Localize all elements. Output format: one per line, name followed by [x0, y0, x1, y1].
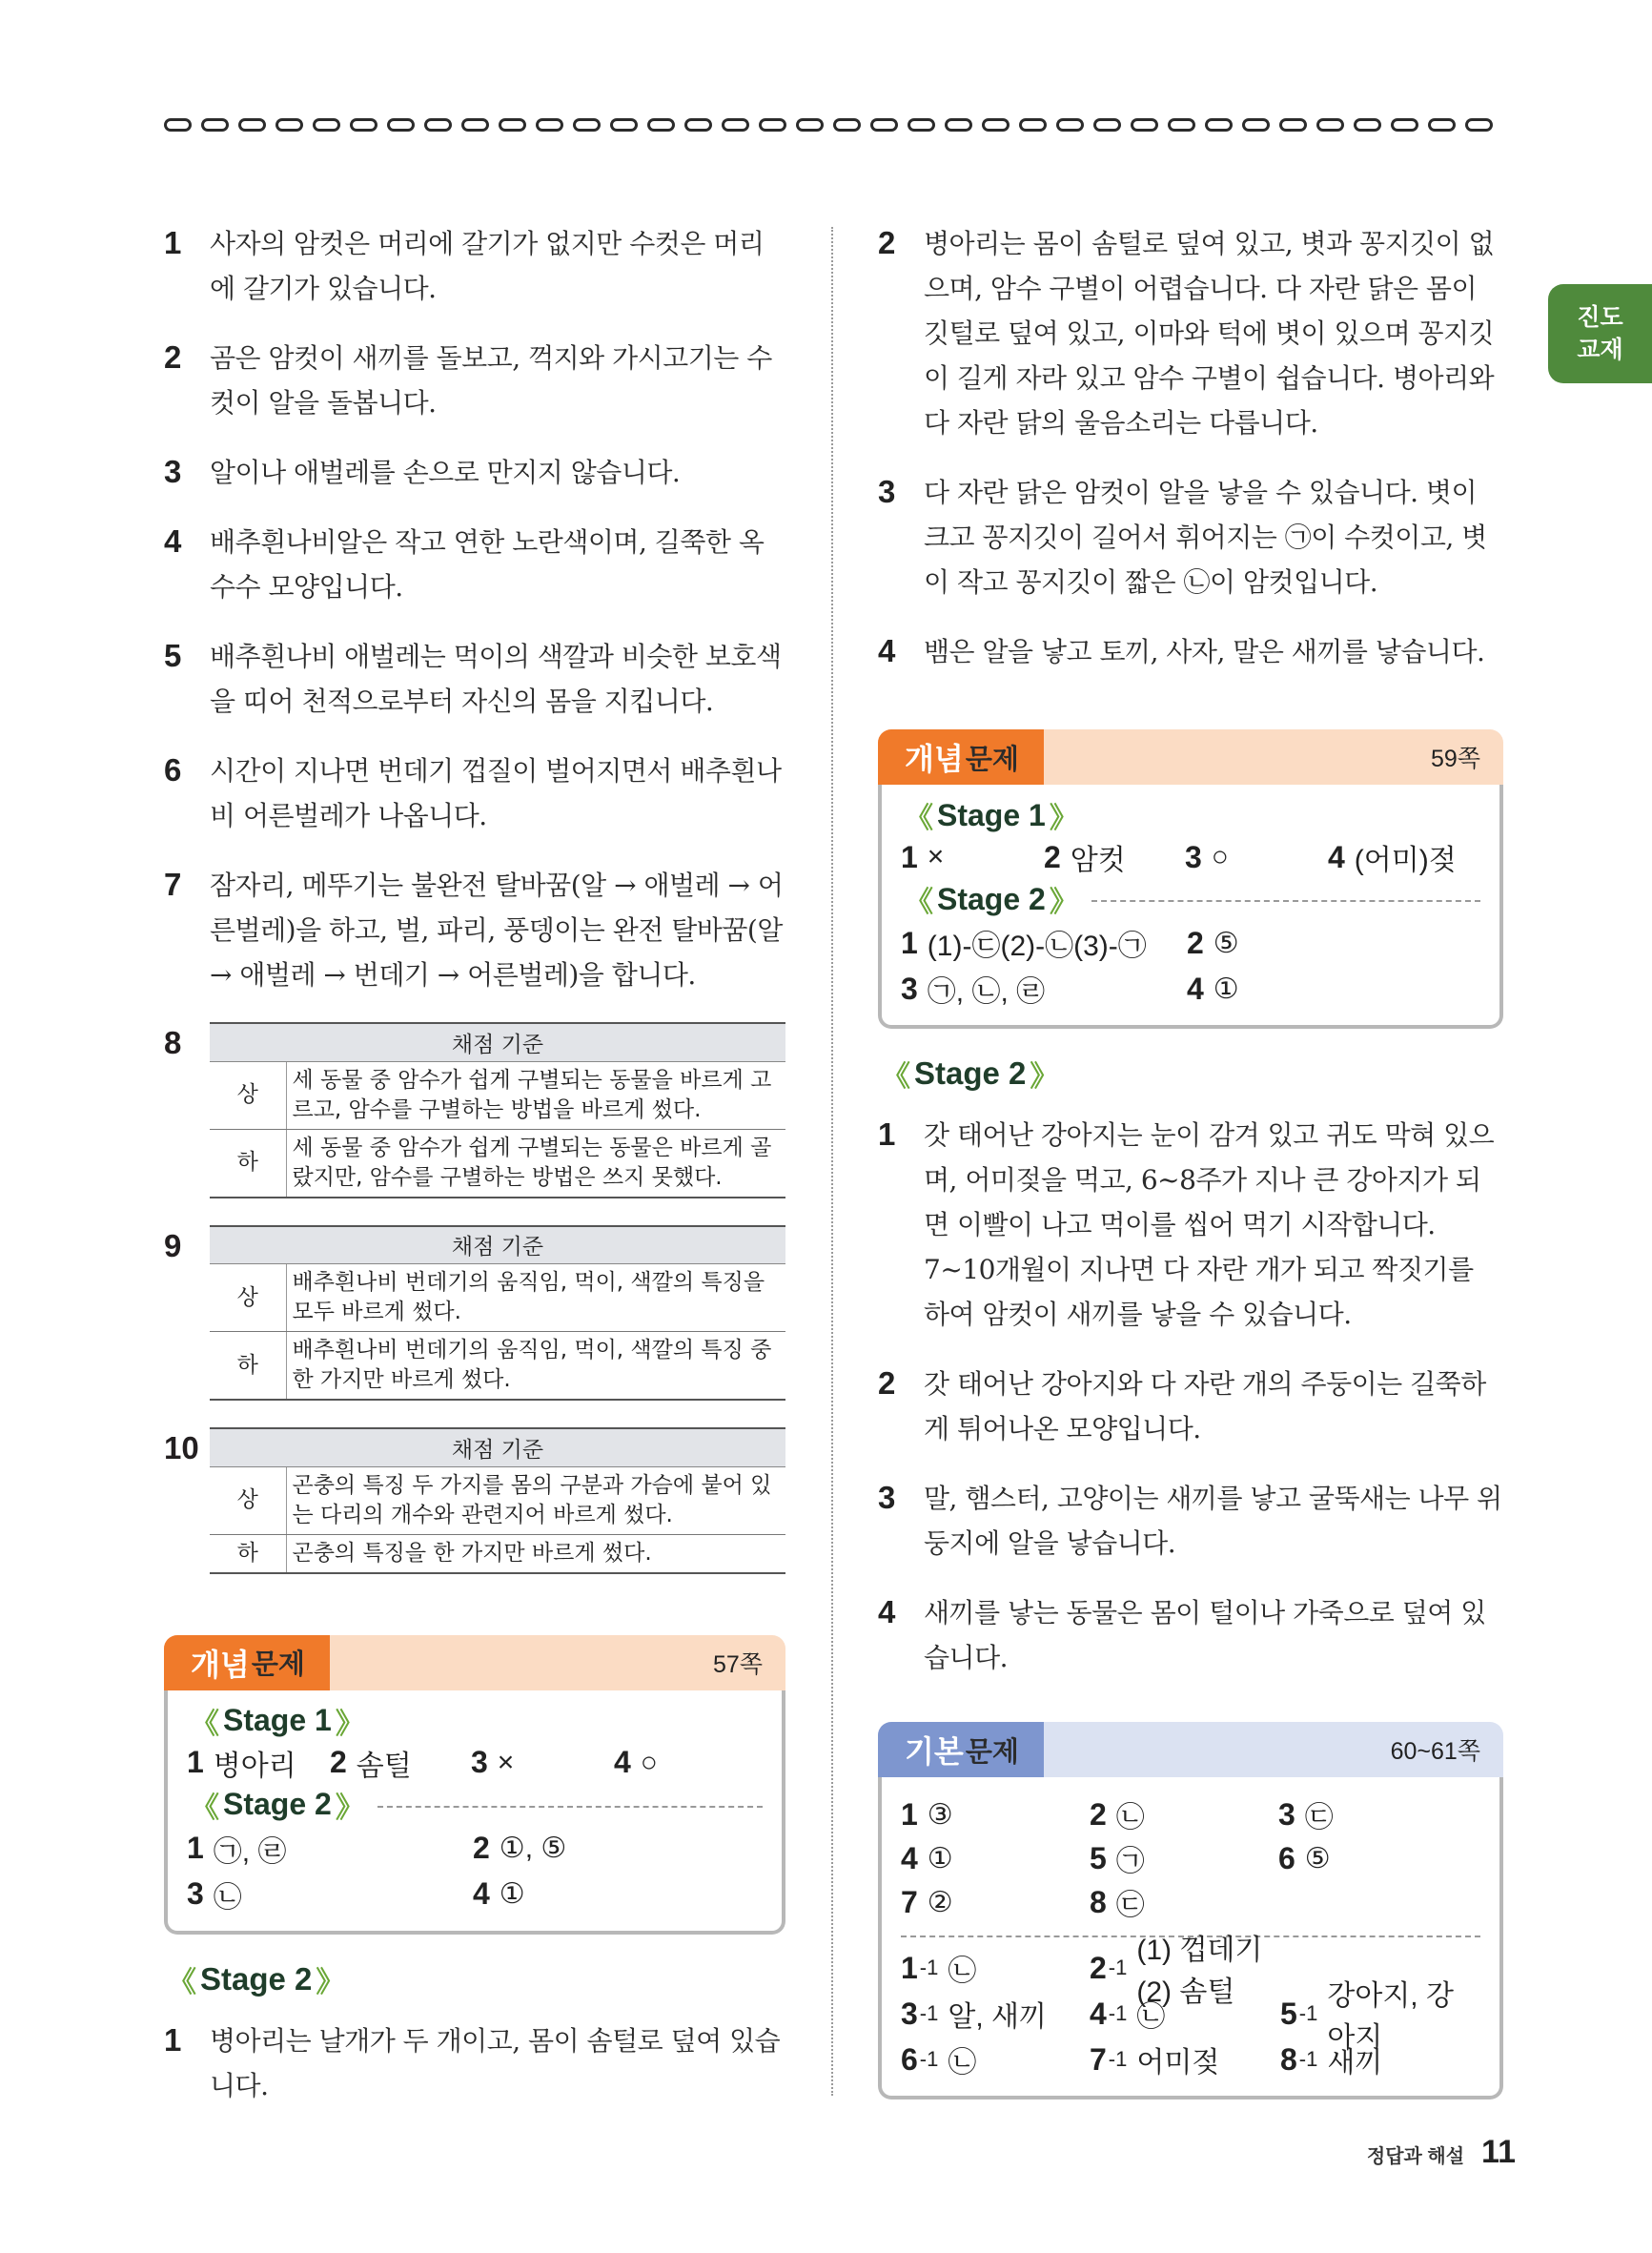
answer-cell: [1090, 1881, 1278, 1923]
dash-segment: [164, 118, 192, 132]
answer-cell-sub: -1: [1298, 2001, 1318, 2025]
answer-cell-value: ①, ⑤: [499, 1833, 567, 1864]
stage1-title: Stage 1: [937, 797, 1046, 832]
dash-segment: [945, 118, 972, 132]
page-ref: 60~61쪽: [1390, 1738, 1480, 1765]
stage2-title: Stage 2: [937, 881, 1046, 916]
dash-segment: [536, 118, 563, 132]
answer-cell-value: 알, 새끼: [948, 2001, 1047, 2033]
concept-box-body: [164, 1690, 785, 1935]
answer-item: [878, 1476, 1503, 1566]
answer-row: [901, 966, 1480, 1012]
dash-segment: [1168, 118, 1195, 132]
criteria-text: 세 동물 중 암수가 쉽게 구별되는 동물을 바르게 고르고, 암수를 구별하는 방법을 바르게 썼다.: [286, 1061, 785, 1129]
answer-row: [901, 2037, 1480, 2082]
answer-cell-number: 5: [1280, 1996, 1297, 2031]
answer-cell-value: ㉠, ㉣: [213, 1835, 287, 1868]
answer-cell-sub: -1: [1108, 2047, 1128, 2071]
dash-segment: [1242, 118, 1270, 132]
chevron-right-icon: 》: [335, 1792, 364, 1824]
stage2-answer-list: [878, 1113, 1503, 1680]
answer-cell-number: 6: [901, 2041, 918, 2077]
dash-segment: [759, 118, 786, 132]
stage2-answers: [187, 1826, 763, 1917]
answer-cell: [901, 1993, 1090, 2035]
answer-number: 4: [878, 1594, 896, 1629]
criteria-level: 하: [210, 1332, 286, 1401]
answer-number: 6: [164, 752, 182, 788]
dash-segment: [833, 118, 861, 132]
side-tab-line2: 교재: [1577, 336, 1623, 363]
chevron-right-icon: 》: [335, 1708, 364, 1740]
answer-item: [878, 470, 1503, 604]
column-divider: [831, 227, 833, 2096]
answer-cell-value: (1) 껍데기 (2) 솜털: [1136, 1935, 1263, 2008]
right-stage2-section: [878, 1050, 1503, 1680]
criteria-level: 하: [210, 1534, 286, 1573]
answer-cell-value: ㉡: [1136, 2001, 1166, 2033]
answer-cell: [187, 1874, 473, 1915]
answer-cell: [1278, 1841, 1467, 1876]
basic-box-body: [878, 1777, 1503, 2099]
criteria-header-row: [210, 1428, 785, 1466]
answer-cell-value: ㉡: [948, 1956, 977, 1987]
dash-segment: [1465, 118, 1493, 132]
basic-box-60-61: [878, 1722, 1503, 2099]
stage1-answers: [187, 1742, 763, 1784]
stage1-heading: [187, 1700, 763, 1742]
answer-cell: [1090, 1793, 1278, 1835]
criteria-row: [210, 1129, 785, 1198]
answer-cell-value: ○: [1211, 841, 1229, 872]
stage1-answers: [901, 836, 1480, 878]
answer-cell-value: ⑤: [1213, 927, 1239, 959]
answer-row: [187, 1872, 763, 1917]
answer-cell-number: 8: [1280, 2041, 1297, 2077]
concept-box-59: [878, 729, 1503, 1029]
stage2-answer-list: [164, 2018, 785, 2108]
answer-number: 2: [164, 339, 182, 375]
answer-text: 사자의 암컷은 머리에 갈기가 없지만 수컷은 머리에 갈기가 있습니다.: [210, 228, 765, 304]
answer-cell-number: 1: [187, 1831, 204, 1865]
criteria-row: [210, 1061, 785, 1129]
right-column: [878, 221, 1503, 2099]
answer-row: [901, 1980, 1480, 2054]
page-footer: [1367, 2134, 1516, 2171]
answer-cell-number: 4: [1090, 1996, 1107, 2031]
answer-cell-value: 암컷: [1070, 845, 1126, 876]
answer-cell: [901, 1797, 1090, 1833]
chevron-right-icon: 》: [1049, 803, 1078, 834]
dash-segment: [1391, 118, 1418, 132]
chevron-right-icon: 》: [1030, 1061, 1059, 1093]
dash-segment: [722, 118, 749, 132]
basic-box-tab: [878, 1722, 1503, 1777]
dash-segment: [982, 118, 1010, 132]
answer-number: 4: [878, 633, 896, 668]
dashed-line: [377, 1806, 763, 1808]
answer-cell: [901, 1947, 1090, 1989]
answer-cell-number: 6: [1278, 1840, 1295, 1875]
dash-segment: [796, 118, 824, 132]
answer-item: [164, 221, 785, 311]
answer-item: [878, 1113, 1503, 1337]
answer-cell-sub: -1: [1108, 1956, 1128, 1979]
criteria-text: 곤충의 특징 두 가지를 몸의 구분과 가슴에 붙어 있는 다리의 개수와 관련지어 바르게 썼다.: [286, 1466, 785, 1534]
answer-item: [164, 520, 785, 609]
criteria-header: 채점 기준: [210, 1023, 785, 1061]
stage2-section-heading: [164, 1956, 785, 2003]
answer-row: [901, 1792, 1480, 1836]
criteria-row: [210, 1332, 785, 1401]
answer-cell: [473, 1831, 740, 1866]
answer-cell-number: 4: [614, 1745, 631, 1779]
answer-cell: [901, 922, 1187, 964]
criteria-block: [164, 1427, 785, 1574]
stage2-section-title: Stage 2: [914, 1055, 1027, 1091]
dash-segment: [275, 118, 303, 132]
answer-cell-value: (1)-㉢(2)-㉡(3)-㉠: [927, 931, 1147, 962]
criteria-number: 8: [164, 1025, 182, 1060]
answer-cell: [1090, 2038, 1280, 2080]
answer-cell: [1090, 1837, 1278, 1879]
dashed-line: [1091, 900, 1480, 902]
chevron-right-icon: 》: [316, 1966, 345, 1998]
answer-cell-value: ×: [927, 841, 945, 872]
criteria-level: 상: [210, 1061, 286, 1129]
dash-segment: [387, 118, 415, 132]
page-ref: 59쪽: [1431, 746, 1480, 772]
criteria-row: [210, 1466, 785, 1534]
answer-cell: [1090, 1993, 1280, 2035]
left-answer-list: [164, 221, 785, 997]
answer-number: 7: [164, 867, 182, 902]
dash-segment: [499, 118, 526, 132]
answer-cell-value: 병아리: [213, 1750, 296, 1782]
criteria-header: 채점 기준: [210, 1226, 785, 1264]
top-dash-border: [164, 118, 1504, 133]
answer-cell-number: 3: [901, 1996, 918, 2031]
dash-segment: [870, 118, 898, 132]
criteria-table: [210, 1427, 785, 1574]
dash-segment: [1205, 118, 1233, 132]
criteria-header-row: [210, 1023, 785, 1061]
answer-cell-number: 1: [901, 839, 918, 874]
chevron-left-icon: 《: [191, 1792, 219, 1824]
answer-row: [901, 920, 1480, 966]
dash-segment: [1279, 118, 1307, 132]
answer-cell: [1187, 926, 1454, 961]
answer-cell: [187, 1742, 330, 1784]
stage2-section-title: Stage 2: [200, 1960, 313, 1997]
scoring-criteria-list: [164, 1022, 785, 1574]
left-column: [164, 221, 785, 2133]
label-small: 문제: [965, 1736, 1019, 1768]
right-answer-list: [878, 221, 1503, 674]
answer-text: 잠자리, 메뚜기는 불완전 탈바꿈(알 → 애벌레 → 어른벌레)을 하고, 벌, 파리, 풍뎅이는 완전 탈바꿈(알 → 애벌레 → 번데기 → 어른벌레)을 합니다.: [210, 870, 784, 991]
answer-cell-value: 강아지, 강아지: [1327, 1980, 1454, 2054]
chevron-right-icon: 》: [1049, 887, 1078, 918]
answer-cell-number: 2: [473, 1831, 490, 1865]
answer-cell-value: (어미)젖: [1354, 845, 1457, 876]
concept-box-tab: [164, 1635, 785, 1690]
answer-item: [164, 450, 785, 495]
criteria-text: 곤충의 특징을 한 가지만 바르게 썼다.: [286, 1534, 785, 1573]
answer-number: 5: [164, 638, 182, 673]
basic-label: [878, 1722, 1044, 1777]
dash-segment: [350, 118, 377, 132]
answer-cell-value: ㉢: [1115, 1890, 1145, 1921]
stage1-title: Stage 1: [223, 1703, 332, 1737]
label-small: 문제: [965, 744, 1019, 775]
answer-cell-value: 새끼: [1327, 2047, 1383, 2079]
answer-cell-number: 2: [330, 1745, 347, 1779]
answer-text: 새끼를 낳는 동물은 몸이 털이나 가죽으로 덮여 있습니다.: [924, 1597, 1486, 1673]
answer-row: [187, 1826, 763, 1872]
answer-text: 말, 햄스터, 고양이는 새끼를 낳고 굴뚝새는 나무 위 둥지에 알을 낳습니다.: [924, 1483, 1502, 1559]
answer-cell-number: 7: [1090, 2041, 1107, 2077]
concept-box-body: [878, 785, 1503, 1029]
answer-number: 3: [878, 474, 896, 509]
dash-segment: [1131, 118, 1158, 132]
dash-segment: [684, 118, 712, 132]
stage2-heading: [901, 878, 1480, 920]
answer-cell: [473, 1876, 740, 1912]
criteria-header-row: [210, 1226, 785, 1264]
answer-cell-number: 2: [1187, 925, 1204, 960]
answer-cell-value: ㉠: [1115, 1846, 1145, 1877]
criteria-number: 10: [164, 1430, 199, 1465]
answer-item: [164, 2018, 785, 2108]
criteria-number: 9: [164, 1227, 182, 1263]
answer-cell: [1185, 840, 1328, 875]
answer-cell-number: 4: [473, 1876, 490, 1911]
answer-text: 배추흰나비 애벌레는 먹이의 색깔과 비슷한 보호색을 띠어 천적으로부터 자신의 몸을 지킵니다.: [210, 641, 782, 717]
answer-cell: [1044, 836, 1185, 878]
criteria-row: [210, 1264, 785, 1332]
answer-cell-number: 3: [187, 1876, 204, 1911]
answer-cell: [1280, 2038, 1480, 2080]
answer-cell-number: 4: [901, 1840, 918, 1875]
answer-cell-value: ㉡: [213, 1881, 242, 1914]
answer-cell-value: ㉢: [1304, 1802, 1334, 1833]
criteria-level: 상: [210, 1264, 286, 1332]
dash-segment: [1093, 118, 1121, 132]
answer-cell-number: 3: [1278, 1796, 1295, 1832]
stage1-heading: [901, 794, 1480, 836]
label-small: 문제: [251, 1649, 305, 1680]
answer-cell-sub: -1: [919, 1956, 939, 1979]
dash-segment: [238, 118, 266, 132]
stage2-answers: [901, 920, 1480, 1012]
answer-cell: [901, 1885, 1090, 1920]
dash-segment: [573, 118, 601, 132]
dash-segment: [610, 118, 638, 132]
answer-cell-value: ⑤: [1304, 1842, 1331, 1874]
answer-cell-number: 1: [901, 1796, 918, 1832]
answer-text: 다 자란 닭은 암컷이 알을 낳을 수 있습니다. 볏이 크고 꽁지깃이 길어서 휘어지는 ㉠이 수컷이고, 볏이 작고 꽁지깃이 짧은 ㉡이 암컷입니다.: [924, 477, 1487, 598]
answer-cell-number: 3: [901, 971, 918, 1006]
answer-cell-sub: -1: [1108, 2001, 1128, 2025]
answer-cell-value: ①: [927, 1842, 953, 1874]
dash-segment: [424, 118, 452, 132]
dash-segment: [201, 118, 229, 132]
answer-cell-number: 2: [1090, 1796, 1107, 1832]
answer-item: [878, 1590, 1503, 1680]
answer-cell-number: 4: [1187, 971, 1204, 1006]
criteria-text: 배추흰나비 번데기의 움직임, 먹이, 색깔의 특징을 모두 바르게 썼다.: [286, 1264, 785, 1332]
answer-cell: [330, 1742, 471, 1784]
basic-sub-answers: [901, 1935, 1480, 2082]
answer-cell: [901, 1841, 1090, 1876]
label-big: 개념: [905, 741, 964, 777]
answer-number: 1: [164, 2021, 182, 2058]
answer-number: 3: [164, 454, 182, 489]
answer-cell-value: ○: [640, 1746, 658, 1778]
criteria-table: [210, 1022, 785, 1198]
answer-text: 뱀은 알을 낳고 토끼, 사자, 말은 새끼를 낳습니다.: [924, 636, 1485, 667]
answer-cell-value: 어미젖: [1136, 2047, 1220, 2079]
concept-label: [878, 729, 1044, 785]
answer-cell: [1187, 972, 1454, 1007]
dash-segment: [461, 118, 489, 132]
label-big: 개념: [191, 1646, 250, 1683]
dash-segment: [1316, 118, 1344, 132]
answer-cell-number: 3: [471, 1745, 488, 1779]
answer-cell: [1278, 1793, 1467, 1835]
answer-item: [164, 748, 785, 838]
answer-cell-number: 2: [1090, 1950, 1107, 1985]
answer-item: [164, 863, 785, 997]
answer-item: [164, 634, 785, 724]
answer-item: [164, 336, 785, 425]
answer-text: 갓 태어난 강아지와 다 자란 개의 주둥이는 길쭉하게 튀어나온 모양입니다.: [924, 1368, 1486, 1444]
side-tab-line1: 진도: [1577, 303, 1623, 331]
chevron-left-icon: 《: [905, 803, 933, 834]
answer-cell-sub: -1: [1298, 2047, 1318, 2071]
answer-cell: [471, 1745, 614, 1780]
answer-cell-number: 1: [187, 1745, 204, 1779]
criteria-row: [210, 1534, 785, 1573]
answer-text: 병아리는 날개가 두 개이고, 몸이 솜털로 덮여 있습니다.: [210, 2024, 781, 2101]
answer-number: 2: [878, 225, 896, 260]
answer-cell-value: ㉡: [1115, 1802, 1145, 1833]
answer-text: 시간이 지나면 번데기 껍질이 벌어지면서 배추흰나비 어른벌레가 나옵니다.: [210, 755, 782, 831]
answer-cell-number: 4: [1328, 839, 1345, 874]
answer-cell-number: 1: [901, 925, 918, 960]
concept-box-tab: [878, 729, 1503, 785]
answer-cell: [901, 2038, 1090, 2080]
answer-cell: [614, 1745, 747, 1780]
side-chapter-tab: [1548, 284, 1652, 383]
answer-number: 1: [164, 225, 182, 260]
basic-answers: [901, 1792, 1480, 1924]
concept-box-57: [164, 1635, 785, 1935]
stage2-heading: [187, 1784, 763, 1826]
answer-cell: [1328, 836, 1480, 878]
criteria-table: [210, 1225, 785, 1402]
criteria-level: 하: [210, 1129, 286, 1198]
answer-cell-value: ①: [1213, 973, 1239, 1005]
dash-segment: [1019, 118, 1047, 132]
answer-text: 곰은 암컷이 새끼를 돌보고, 꺽지와 가시고기는 수컷이 알을 돌봅니다.: [210, 342, 772, 419]
answer-item: [878, 629, 1503, 674]
dash-segment: [1354, 118, 1381, 132]
answer-cell-number: 2: [1044, 839, 1061, 874]
criteria-block: [164, 1022, 785, 1198]
left-stage2-section: [164, 1956, 785, 2108]
stage2-section-heading: [878, 1050, 1503, 1097]
answer-number: 3: [878, 1480, 896, 1515]
answer-cell-value: 솜털: [356, 1750, 412, 1782]
dash-segment: [1428, 118, 1456, 132]
dash-segment: [313, 118, 340, 132]
answer-cell: [901, 968, 1187, 1010]
chevron-left-icon: 《: [168, 1966, 196, 1998]
answer-cell-number: 8: [1090, 1884, 1107, 1919]
answer-cell-value: ×: [497, 1746, 515, 1778]
answer-text: 알이나 애벌레를 손으로 만지지 않습니다.: [210, 457, 681, 488]
answer-item: [878, 221, 1503, 445]
answer-cell-value: ㉠, ㉡, ㉣: [927, 976, 1046, 1008]
answer-cell-sub: -1: [919, 2047, 939, 2071]
answer-text: 병아리는 몸이 솜털로 덮여 있고, 볏과 꽁지깃이 없으며, 암수 구별이 어렵습니다. 다 자란 닭은 몸이 깃털로 덮여 있고, 이마와 턱에 볏이 있으며 꽁지깃이 길게 자라 있고 암수 구별이 쉽습니다. 병아리와 다 자란 닭의 울음소리는 다릅니다.: [924, 228, 1495, 439]
answer-cell-number: 1: [901, 1950, 918, 1985]
answer-cell-value: ③: [927, 1798, 953, 1831]
page-number: 11: [1481, 2134, 1516, 2170]
answer-number: 4: [164, 523, 182, 559]
criteria-text: 배추흰나비 번데기의 움직임, 먹이, 색깔의 특징 중 한 가지만 바르게 썼다.: [286, 1332, 785, 1401]
chevron-left-icon: 《: [191, 1708, 219, 1740]
answer-cell-sub: -1: [919, 2001, 939, 2025]
answer-row: [901, 1880, 1480, 1924]
answer-item: [878, 1362, 1503, 1451]
criteria-header: 채점 기준: [210, 1428, 785, 1466]
answer-cell: [901, 840, 1044, 875]
answer-cell-value: ②: [927, 1886, 953, 1918]
answer-cell-value: ㉡: [948, 2047, 977, 2079]
dash-segment: [1056, 118, 1084, 132]
answer-cell-number: 5: [1090, 1840, 1107, 1875]
footer-title: 정답과 해설: [1366, 2146, 1465, 2167]
dash-segment: [908, 118, 935, 132]
answer-number: 1: [878, 1116, 896, 1152]
criteria-text: 세 동물 중 암수가 쉽게 구별되는 동물은 바르게 골랐지만, 암수를 구별하는 방법은 쓰지 못했다.: [286, 1129, 785, 1198]
label-big: 기본: [905, 1733, 964, 1770]
answer-row: [901, 1836, 1480, 1880]
criteria-level: 상: [210, 1466, 286, 1534]
chevron-left-icon: 《: [905, 887, 933, 918]
answer-cell: [187, 1828, 473, 1870]
answer-number: 2: [878, 1365, 896, 1401]
stage2-title: Stage 2: [223, 1787, 332, 1821]
criteria-block: [164, 1225, 785, 1402]
dash-segment: [647, 118, 675, 132]
answer-cell-number: 3: [1185, 839, 1202, 874]
answer-cell-number: 7: [901, 1884, 918, 1919]
page-ref: 57쪽: [713, 1650, 763, 1678]
answer-text: 갓 태어난 강아지는 눈이 감겨 있고 귀도 막혀 있으며, 어미젖을 먹고, 6~8주가 지나 큰 강아지가 되면 이빨이 나고 먹이를 씹어 먹기 시작합니다. 7~10개월이 지나면 다 자란 개가 되고 짝짓기를 하여 암컷이 새끼를 낳을 수 있습니다.: [924, 1119, 1495, 1330]
concept-label: [164, 1635, 330, 1690]
answer-text: 배추흰나비알은 작고 연한 노란색이며, 길쭉한 옥수수 모양입니다.: [210, 526, 765, 603]
chevron-left-icon: 《: [882, 1061, 910, 1093]
answer-cell-value: ①: [499, 1878, 525, 1910]
